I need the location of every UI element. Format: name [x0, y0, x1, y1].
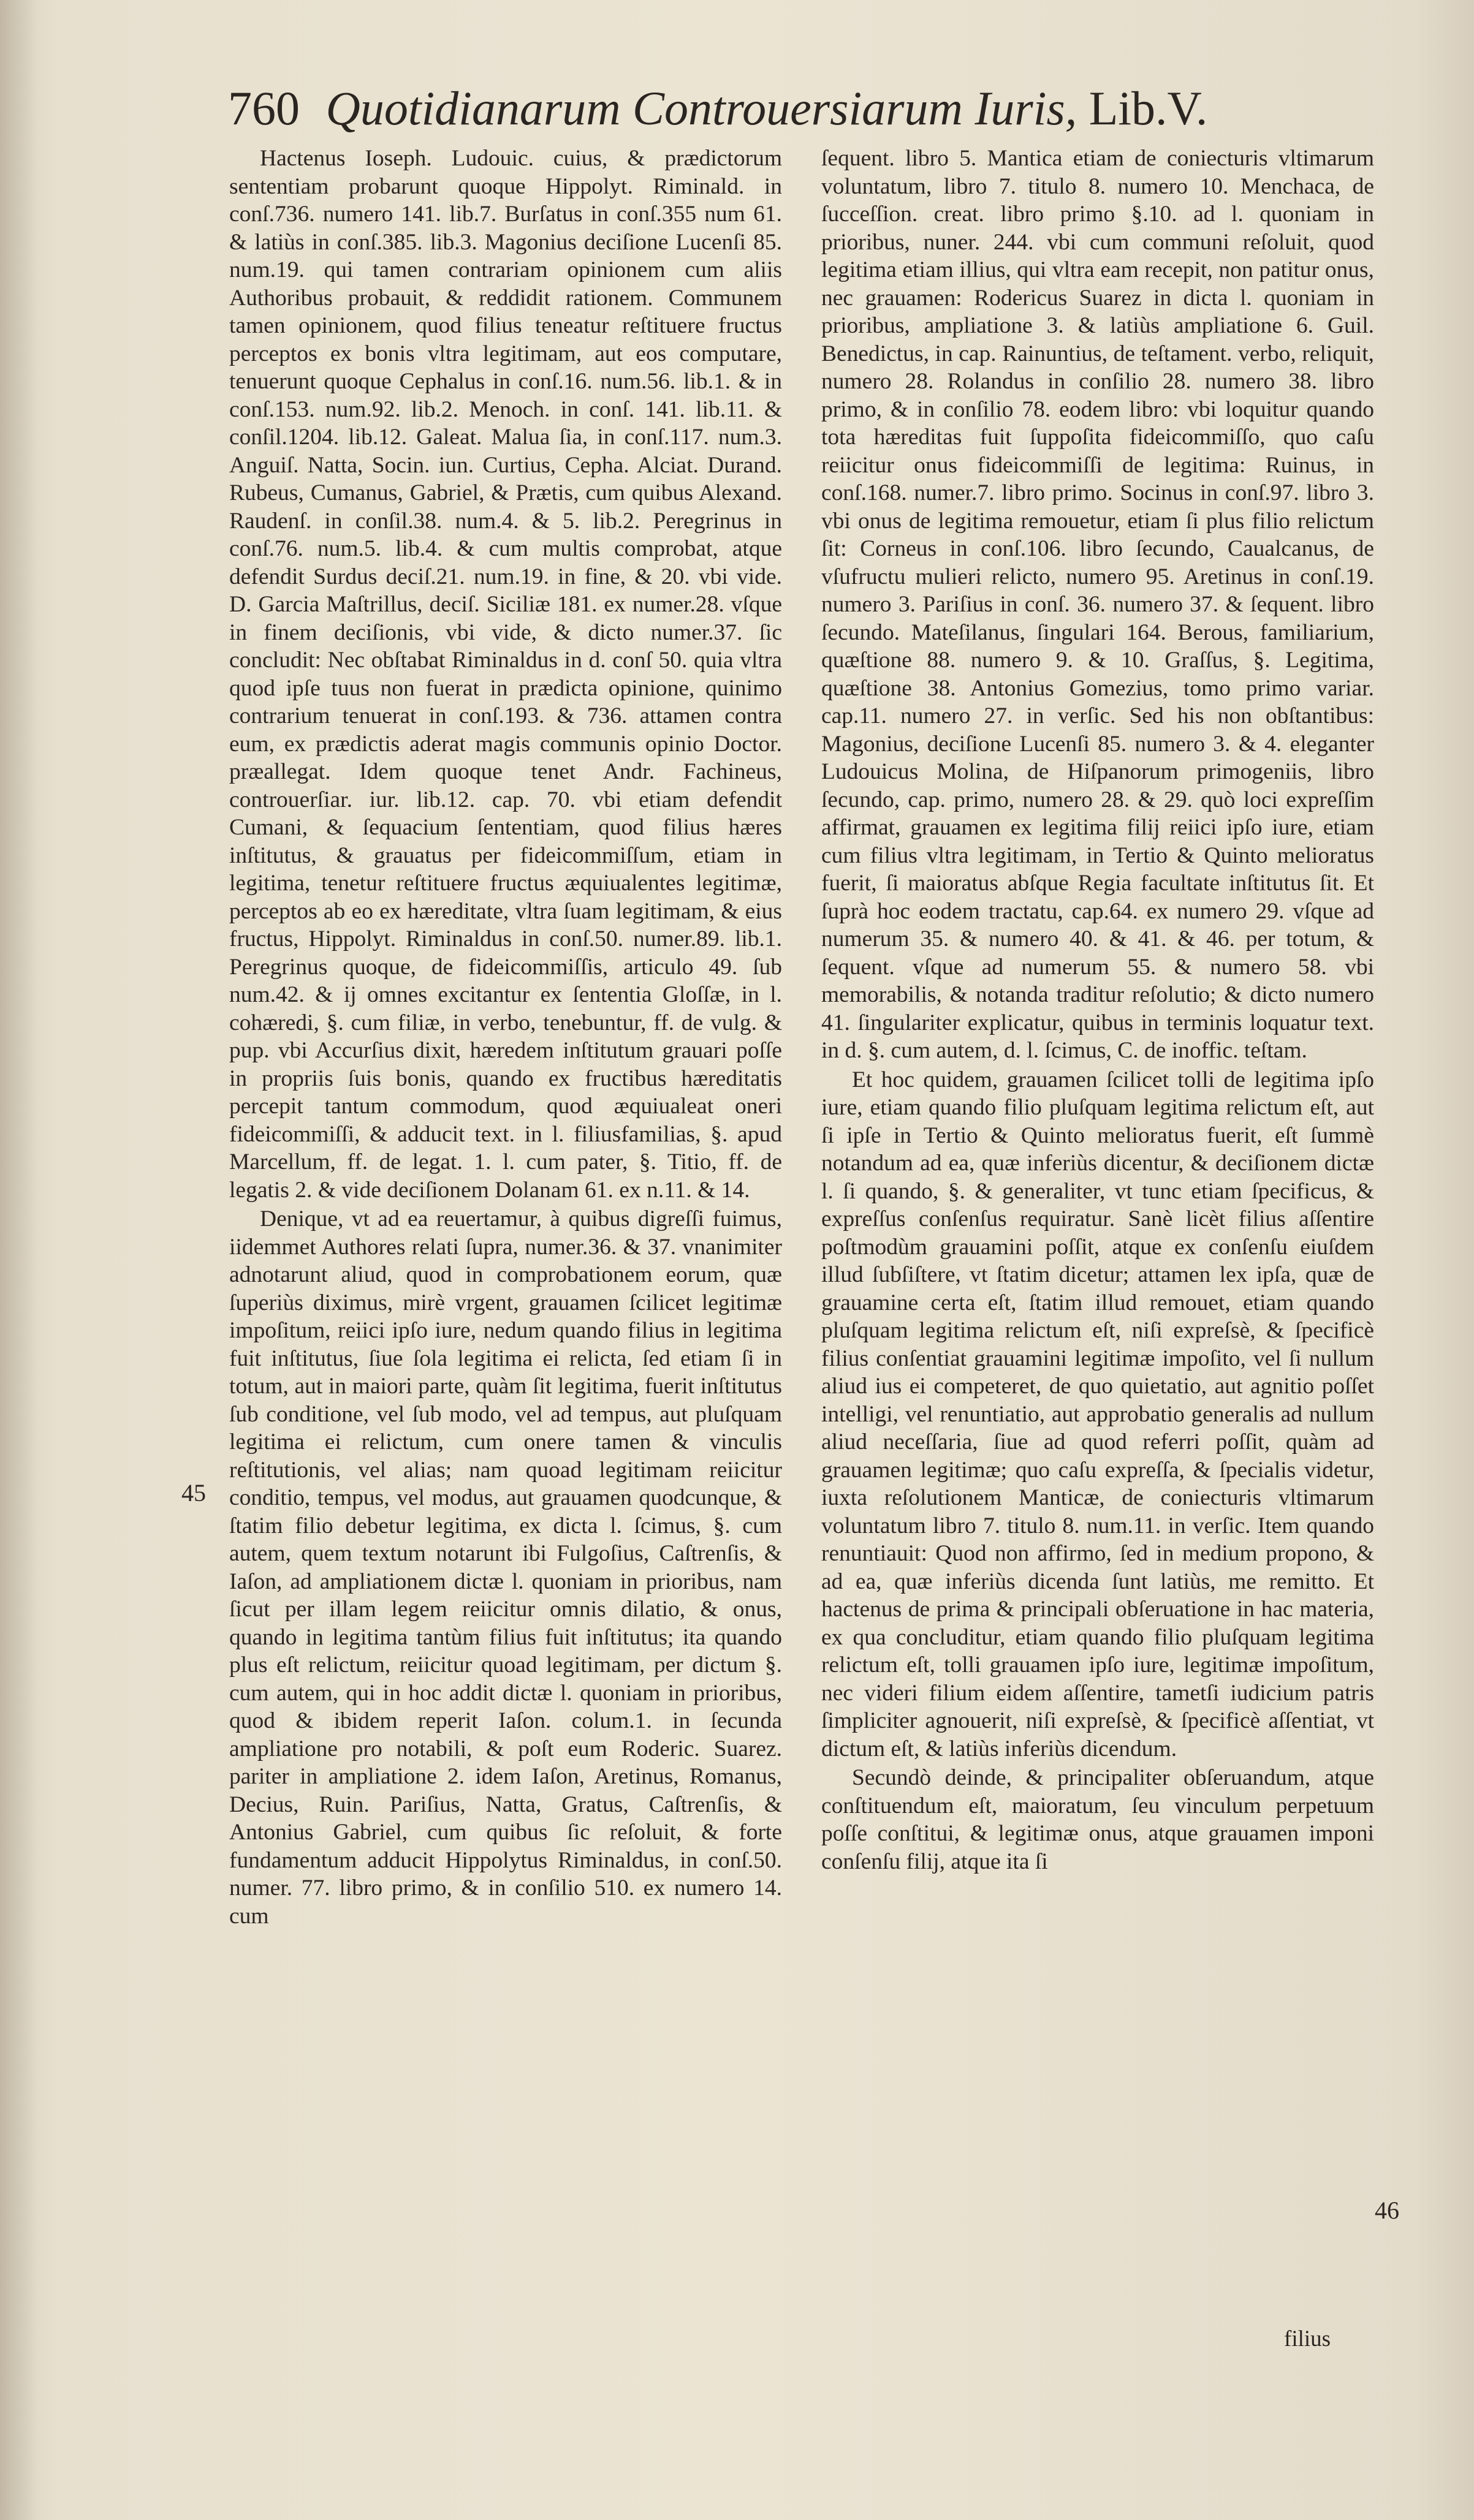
running-head	[228, 81, 1307, 136]
marginal-number-left: 45	[181, 1479, 206, 1507]
book-number: Lib.V.	[1088, 81, 1208, 135]
right-column	[821, 145, 1374, 2338]
page-edge-shadow	[0, 0, 37, 2520]
right-paragraph-3: Secundò deinde, & principaliter obſeruandum, atque conſtituendum eſt, maioratum, ſeu vinculum perpetuum poſſe conſtitui, & legitimæ onus, atque grauamen imponi conſenſu filij, atque ita ſi	[821, 1765, 1374, 1874]
page-number: 760	[228, 81, 300, 135]
marginal-number-right: 46	[1375, 2196, 1399, 2224]
catchword: filius	[1284, 2326, 1331, 2352]
running-title: Quotidianarum Controuersiarum Iuris,	[325, 81, 1077, 135]
left-paragraph-1: Hactenus Ioseph. Ludouic. cuius, & prædictorum sententiam probarunt quoque Hippolyt. Riminald. in conſ.736. numero 141. lib.7. Burſatus in conſ.355 num 61. & latiùs in conſ.385. lib.3. Magonius deciſione Lucenſi 85. num.19. qui tamen contrariam opinionem cum aliis Authoribus probauit, & reddidit rationem. Communem tamen opinionem, quod filius teneatur reſtituere fructus perceptos ex bonis vltra legitimam, aut eos computare, tenuerunt quoque Cephalus in conſ.16. num.56. lib.1. & in conſ.153. num.92. lib.2. Menoch. in conſ. 141. lib.11. & conſil.1204. lib.12. Galeat. Malua ſia, in conſ.117. num.3. Anguiſ. Natta, Socin. iun. Curtius, Cepha. Alciat. Durand. Rubeus, Cumanus, Gabriel, & Prætis, cum quibus Alexand. Raudenſ. in conſil.38. num.4. & 5. lib.2. Peregrinus in conſ.76. num.5. lib.4. & cum multis comprobat, atque defendit Surdus deciſ.21. num.19. in fine, & 20. vbi vide. D. Garcia Maſtrillus, deciſ. Siciliæ 181. ex numer.28. vſque in finem deciſionis, vbi vide, & dicto numer.37. ſic concludit: Nec obſtabat Riminaldus in d. conſ 50. quia vltra quod ipſe tuus non fuerat in prædicta opinione, quinimo contrarium tenuerat in conſ.193. & 736. attamen contra eum, ex prædictis aderat magis communis opinio Doctor. præallegat. Idem quoque tenet Andr. Fachineus, controuerſiar. iur. lib.12. cap. 70. vbi etiam defendit Cumani, & ſequacium ſententiam, quod filius hæres inſtitutus, & grauatus per fideicommiſſum, etiam in legitima, tenetur reſtituere fructus æquiualentes legitimæ, perceptos ab eo ex hæreditate, vltra ſuam legitimam, & eius fructus, Hippolyt. Riminaldus in conſ.50. numer.89. lib.1. Peregrinus quoque, de fideicommiſſis, articulo 49. ſub num.42. & ij omnes excitantur ex ſententia Gloſſæ, in l. cohæredi, §. cum filiæ, in verbo, tenebuntur, ff. de vulg. & pup. vbi Accurſius dixit, hæredem inſtitutum grauari poſſe in propriis ſuis bonis, quando ex fructibus hæreditatis percepit tantum commodum, quod æquiualeat oneri fideicommiſſi, & adducit text. in l. filiusfamilias, §. apud Marcellum, ff. de legat. 1. l. cum pater, §. Titio, ff. de legatis 2. & vide deciſionem Dolanam 61. ex n.11. & 14.	[229, 146, 782, 1203]
right-paragraph-2: Et hoc quidem, grauamen ſcilicet tolli de legitima ipſo iure, etiam quando filio pluſquam legitima relictum eſt, aut ſi ipſe in Tertio & Quinto melioratus fuerit, eſt ſummè notandum ad ea, quæ inferiùs dicentur, & deciſionem dictæ l. ſi quando, §. & generaliter, vt tunc etiam ſpecificus, & expreſſus conſenſus requiratur. Sanè licèt filius aſſentire poſtmodùm grauamini poſſit, atque ex conſenſu eiuſdem illud ſubſiſtere, vt ſtatim dicetur; attamen lex ipſa, quæ de grauamine certa eſt, ſtatim illud remouet, etiam quando pluſquam legitima relictum eſt, niſi expreſsè, & ſpecificè filius conſentiat grauamini legitimæ impoſito, vel ſi nullum aliud ius ei competeret, de quo quietatio, aut agnitio poſſet intelligi, vel renuntiatio, aut approbatio generalis ad nullum aliud neceſſaria, ſiue ad quod referri poſſit, quàm ad grauamen legitimæ; quo caſu expreſſa, & ſpecialis videtur, iuxta reſolutionem Manticæ, de coniecturis vltimarum voluntatum libro 7. titulo 8. num.11. in verſic. Item quando renuntiauit: Quod non affirmo, ſed in medium propono, & ad ea, quæ inferiùs dicenda ſunt latiùs, me remitto. Et hactenus de prima & principali obſeruatione in hac materia, ex qua concluditur, etiam quando filio pluſquam legitima relictum eſt, tolli grauamen ipſo iure, legitimæ impoſitum, nec videri filium eidem aſſentire, tametſi iudicium patris ſimpliciter agnouerit, niſi expreſsè, & ſpecificè aſſentiat, vt dictum eſt, & latiùs inferiùs dicendum.	[821, 1067, 1374, 1761]
right-paragraph-1: ſequent. libro 5. Mantica etiam de coniecturis vltimarum voluntatum, libro 7. titulo 8. numero 10. Menchaca, de ſucceſſion. creat. libro primo §.10. ad l. quoniam in prioribus, nuner. 244. vbi cum communi reſoluit, quod legitima etiam illius, qui vltra eam recepit, non patitur onus, nec grauamen: Rodericus Suarez in dicta l. quoniam in prioribus, ampliatione 3. & latiùs ampliatione 6. Guil. Benedictus, in cap. Rainuntius, de teſtament. verbo, reliquit, numero 28. Rolandus in conſilio 28. numero 38. libro primo, & in conſilio 78. eodem libro: vbi loquitur quando tota hæreditas fuit ſuppoſita fideicommiſſo, quo caſu reiicitur onus fideicommiſſi de legitima: Ruinus, in conſ.168. numer.7. libro primo. Socinus in conſ.97. libro 3. vbi onus de legitima remouetur, etiam ſi plus filio relictum ſit: Corneus in conſ.106. libro ſecundo, Caualcanus, de vſufructu mulieri relicto, numero 95. Aretinus in conſ.19. numero 3. Pariſius in conſ. 36. numero 37. & ſequent. libro ſecundo. Mateſilanus, ſingulari 164. Berous, familiarium, quæſtione 88. numero 9. & 10. Graſſus, §. Legitima, quæſtione 38. Antonius Gomezius, tomo primo variar. cap.11. numero 27. in verſic. Sed his non obſtantibus: Magonius, deciſione Lucenſi 85. numero 3. & 4. eleganter Ludouicus Molina, de Hiſpanorum primogeniis, libro ſecundo, cap. primo, numero 28. & 29. quò loci expreſſim affirmat, grauamen ex legitima filij reiici ipſo iure, etiam cum filius vltra legitimam, in Tertio & Quinto melioratus fuerit, ſi maioratus abſque Regia facultate inſtitutus ſit. Et ſuprà hoc eodem tractatu, cap.64. ex numero 29. vſque ad numerum 35. & numero 40. & 41. & 46. per totum, & ſequent. vſque ad numerum 55. & numero 58. vbi memorabilis, & notanda traditur reſolutio; & dicto numero 41. ſingulariter explicatur, quibus in terminis loquatur text. in d. §. cum autem, d. l. ſcimus, C. de inoffic. teſtam.	[821, 146, 1374, 1063]
left-paragraph-2: Denique, vt ad ea reuertamur, à quibus digreſſi fuimus, iidemmet Authores relati ſupra, numer.36. & 37. vnanimiter adnotarunt aliud, quod in comprobationem eorum, quæ ſuperiùs diximus, mirè vrgent, grauamen ſcilicet legitimæ impoſitum, reiici ipſo iure, nedum quando filius in legitima fuit inſtitutus, ſiue ſola legitima ei relicta, ſed etiam ſi in totum, aut in maiori parte, quàm ſit legitima, fuerit inſtitutus ſub conditione, vel ſub modo, vel ad tempus, aut pluſquam legitima ei relictum, cum onere tamen & vinculis reſtitutionis, vel alias; nam quoad legitimam reiicitur conditio, tempus, vel modus, aut grauamen quodcunque, & ſtatim filio debetur legitima, ex dicta l. ſcimus, §. cum autem, quem textum notarunt ibi Fulgoſius, Caſtrenſis, & Iaſon, ad ampliationem dictæ l. quoniam in prioribus, nam ſicut per illam legem reiicitur omnis dilatio, & onus, quando in legitima tantùm filius fuit inſtitutus; ita quando plus eſt relictum, reiicitur quoad legitimam, per dictum §. cum autem, qui in hoc addit dictæ l. quoniam in prioribus, quod & ibidem reperit Iaſon. colum.1. in ſecunda ampliatione pro notabili, & poſt eum Roderic. Suarez. pariter in ampliatione 2. idem Iaſon, Aretinus, Romanus, Decius, Ruin. Pariſius, Natta, Gratus, Caſtrenſis, & Antonius Gabriel, cum quibus ſic reſoluit, & forte fundamentum adducit Hippolytus Riminaldus, in conſ.50. numer. 77. libro primo, & in conſilio 510. ex numero 14. cum	[229, 1206, 782, 1929]
left-column	[229, 145, 782, 2338]
